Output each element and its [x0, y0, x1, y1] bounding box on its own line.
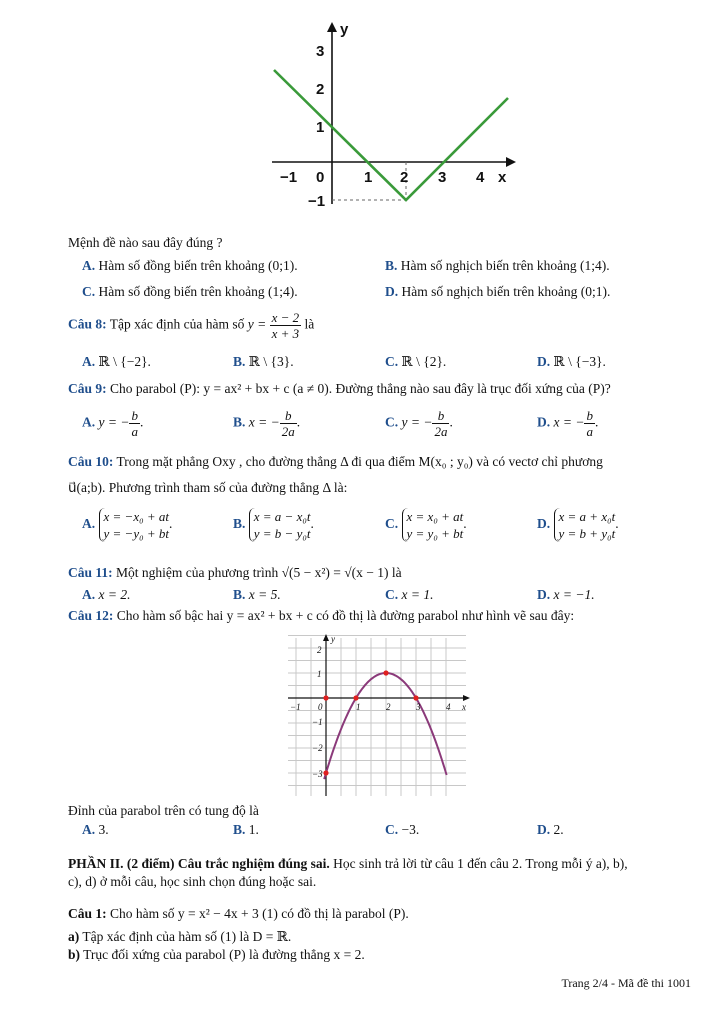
y-tick-label: −1	[312, 717, 323, 727]
option-letter: A.	[82, 516, 96, 532]
option-letter: A.	[82, 258, 96, 273]
p2q1-stem	[68, 906, 409, 922]
q10-option-c[interactable]	[385, 508, 467, 542]
x-axis-label: x	[462, 702, 466, 712]
fraction	[584, 408, 595, 439]
question-text: Cho hàm số y = x² − 4x + 3 (1) có đồ thị là parabol (P).	[110, 906, 409, 921]
x-tick-label: −1	[290, 702, 301, 712]
origin-label: 0	[316, 169, 325, 186]
x-tick-label: −1	[280, 169, 298, 186]
option-text: ℝ \ {2}.	[401, 354, 447, 369]
y-axis-arrow	[327, 22, 337, 32]
question-label: Câu 1:	[68, 906, 107, 921]
y-axis-label: y	[331, 634, 335, 644]
option-end: .	[296, 414, 301, 430]
option-letter: D.	[537, 414, 551, 430]
fraction-numerator: b	[432, 408, 449, 424]
parabola-curve	[324, 673, 446, 779]
intro-question: Mệnh đề nào sau đây đúng ?	[68, 235, 223, 250]
x-tick-label: 1	[356, 702, 361, 712]
option-lhs: y = −	[401, 414, 433, 430]
y-tick-label: 1	[317, 669, 322, 679]
option-end: .	[463, 516, 467, 532]
q8-option-b[interactable]	[233, 354, 294, 370]
option-letter: C.	[82, 284, 96, 299]
q10-stem-line1	[68, 454, 603, 470]
graph-line	[274, 70, 508, 200]
question-label: Câu 11:	[68, 565, 113, 580]
question-text: Cho hàm số bậc hai y = ax² + bx + c có đồ thị là đường parabol như hình vẽ sau đây:	[116, 608, 575, 623]
option-text: Hàm số nghịch biến trên khoảng (1;4).	[400, 258, 610, 273]
option-letter: D.	[537, 516, 551, 532]
option-letter: A.	[82, 354, 96, 369]
y-tick-label: 2	[317, 645, 322, 655]
page-footer: Trang 2/4 - Mã đề thi 1001	[561, 976, 691, 990]
fraction	[432, 408, 449, 439]
x-tick-label: 4	[446, 702, 451, 712]
x-axis-arrow	[506, 157, 516, 167]
question-label: Câu 9:	[68, 381, 107, 396]
p2q1-item-b[interactable]	[68, 947, 365, 963]
question-label: Câu 8:	[68, 316, 107, 332]
y-tick-label: 2	[316, 81, 325, 98]
function-lhs: y =	[247, 316, 267, 332]
fraction	[129, 408, 140, 439]
option-end: .	[169, 516, 173, 532]
q11-option-a[interactable]	[82, 587, 130, 603]
graph-point	[353, 695, 358, 700]
q8-option-d[interactable]	[537, 354, 606, 370]
question-text: Tập xác định của hàm số	[109, 316, 245, 332]
y-axis-label: y	[340, 21, 349, 38]
q9-option-a[interactable]	[82, 408, 143, 439]
q11-option-b[interactable]	[233, 587, 281, 603]
part2-heading: PHẦN II. (2 điểm) Câu trắc nghiệm đúng sai.	[68, 856, 330, 871]
q10-stem-line2: u⃗(a;b). Phương trình tham số của đường thẳng Δ là:	[68, 480, 348, 495]
fraction-denominator: x + 3	[271, 326, 300, 341]
option-letter: D.	[537, 587, 551, 602]
option-letter: B.	[233, 587, 246, 602]
equation-system	[99, 508, 173, 542]
option-lhs: x = −	[248, 414, 280, 430]
option-text: 1.	[248, 822, 259, 837]
fraction-numerator: x − 2	[271, 310, 300, 325]
option-letter: D.	[385, 284, 399, 299]
option-text: ℝ \ {−2}.	[98, 354, 151, 369]
fraction-numerator: b	[280, 408, 297, 424]
fraction	[280, 408, 297, 439]
graph-point	[323, 770, 328, 775]
system-row: x = a + x₀t	[558, 509, 616, 524]
q7-option-d[interactable]	[385, 284, 610, 300]
fraction-numerator: b	[586, 408, 593, 423]
part2-instructions: Học sinh trả lời từ câu 1 đến câu 2. Trong mỗi ý a), b),	[333, 856, 628, 871]
system-row: y = b − y₀t	[253, 526, 311, 541]
question-text: Một nghiệm của phương trình √(5 − x²) = √(x − 1) là	[116, 565, 402, 580]
q12-option-c[interactable]	[385, 822, 419, 838]
system-row: x = −x₀ + at	[103, 509, 169, 524]
equation-system	[249, 508, 314, 542]
y-tick-label: −2	[312, 743, 323, 753]
fraction-denominator: 2a	[434, 424, 448, 439]
graph-absolute-value	[240, 14, 530, 214]
q12-stem	[68, 608, 574, 624]
option-letter: A.	[82, 822, 96, 837]
x-tick-label: 4	[476, 169, 485, 186]
q11-option-c[interactable]	[385, 587, 433, 603]
item-letter: b)	[68, 947, 81, 962]
fraction-denominator: a	[586, 424, 593, 439]
y-tick-label: −1	[308, 193, 326, 210]
y-tick-label: −3	[312, 769, 323, 779]
q12-option-a[interactable]	[82, 822, 109, 838]
option-letter: B.	[233, 516, 246, 532]
question-text: Trong mặt phẳng Oxy , cho đường thẳng Δ đi qua điểm M(x₀ ; y₀) và có vectơ chỉ phương	[116, 454, 603, 469]
option-text: ℝ \ {−3}.	[553, 354, 606, 369]
system-row: x = x₀ + at	[406, 509, 464, 524]
q11-stem	[68, 565, 402, 581]
q12-question: Đỉnh của parabol trên có tung độ là	[68, 803, 259, 818]
x-tick-label: 2	[400, 169, 409, 186]
option-letter: C.	[385, 354, 399, 369]
q8-option-c[interactable]	[385, 354, 446, 370]
graph-point	[323, 695, 328, 700]
q12-option-d[interactable]	[537, 822, 564, 838]
option-letter: C.	[385, 516, 399, 532]
q10-option-b[interactable]	[233, 508, 314, 542]
option-letter: D.	[537, 354, 551, 369]
part2-line1	[68, 856, 628, 872]
q7-option-b[interactable]	[385, 258, 610, 274]
graph-point	[383, 670, 388, 675]
system-row: y = b + y₀t	[558, 526, 616, 541]
option-text: x = 5.	[248, 587, 281, 602]
question-label: Câu 12:	[68, 608, 114, 623]
fraction	[270, 310, 302, 341]
option-letter: A.	[82, 414, 96, 430]
option-letter: A.	[82, 587, 96, 602]
graph-parabola	[282, 632, 478, 798]
graph-point	[413, 695, 418, 700]
system-row: y = y₀ + bt	[406, 526, 464, 541]
option-lhs: x = −	[553, 414, 585, 430]
option-text: x = −1.	[553, 587, 595, 602]
y-tick-label: 1	[316, 119, 325, 136]
fraction-denominator: 2a	[281, 424, 295, 439]
item-letter: a)	[68, 929, 80, 944]
part2-line2: c), d) ở mỗi câu, học sinh chọn đúng hoặc sai.	[68, 874, 317, 889]
q9-option-d[interactable]	[537, 408, 598, 439]
x-tick-label: 3	[416, 702, 421, 712]
q12-option-b[interactable]	[233, 822, 259, 838]
option-end: .	[594, 414, 599, 430]
option-text: 3.	[98, 822, 109, 837]
option-letter: D.	[537, 822, 551, 837]
option-letter: B.	[385, 258, 398, 273]
question-text: Cho parabol (P): y = ax² + bx + c (a ≠ 0). Đường thẳng nào sau đây là trục đối xứng của (P)?	[110, 381, 611, 396]
option-letter: B.	[233, 354, 246, 369]
option-lhs: y = −	[98, 414, 130, 430]
fraction-denominator: a	[131, 424, 138, 439]
p2q1-item-a[interactable]	[68, 929, 291, 945]
item-text: Tập xác định của hàm số (1) là D = ℝ.	[82, 929, 292, 944]
option-end: .	[449, 414, 453, 430]
question-label: Câu 10:	[68, 454, 114, 469]
q9-option-c[interactable]	[385, 408, 453, 439]
option-letter: B.	[233, 822, 246, 837]
option-end: .	[310, 516, 314, 532]
system-row: x = a − x₀t	[253, 509, 311, 524]
q7-option-c[interactable]	[82, 284, 298, 300]
x-tick-label: 2	[386, 702, 391, 712]
option-text: −3.	[401, 822, 420, 837]
option-end: .	[139, 414, 144, 430]
system-row: y = −y₀ + bt	[103, 526, 169, 541]
q10-option-a[interactable]	[82, 508, 172, 542]
option-letter: C.	[385, 822, 399, 837]
q7-option-a[interactable]	[82, 258, 298, 274]
x-tick-label: 1	[364, 169, 373, 186]
option-end: .	[615, 516, 619, 532]
q8-option-a[interactable]	[82, 354, 151, 370]
option-text: Hàm số đồng biến trên khoảng (1;4).	[98, 284, 298, 299]
x-axis-label: x	[498, 169, 507, 186]
option-text: Hàm số đồng biến trên khoảng (0;1).	[98, 258, 298, 273]
equation-system	[402, 508, 467, 542]
q10-option-d[interactable]	[537, 508, 619, 542]
item-text: Trục đối xứng của parabol (P) là đường thẳng x = 2.	[83, 947, 365, 962]
option-text: x = 1.	[401, 587, 434, 602]
fraction-numerator: b	[131, 408, 138, 423]
option-letter: B.	[233, 414, 246, 430]
question-tail: là	[304, 316, 315, 332]
q9-option-b[interactable]	[233, 408, 300, 439]
q9-stem	[68, 381, 611, 397]
option-text: x = 2.	[98, 587, 131, 602]
origin-label: 0	[318, 702, 323, 712]
equation-system	[554, 508, 619, 542]
x-tick-label: 3	[438, 169, 447, 186]
q8-stem	[68, 310, 314, 341]
q11-option-d[interactable]	[537, 587, 595, 603]
y-tick-label: 3	[316, 43, 325, 60]
option-text: Hàm số nghịch biến trên khoảng (0;1).	[401, 284, 611, 299]
option-letter: C.	[385, 414, 399, 430]
option-letter: C.	[385, 587, 399, 602]
x-axis-arrow	[463, 695, 470, 701]
option-text: 2.	[553, 822, 564, 837]
option-text: ℝ \ {3}.	[248, 354, 294, 369]
